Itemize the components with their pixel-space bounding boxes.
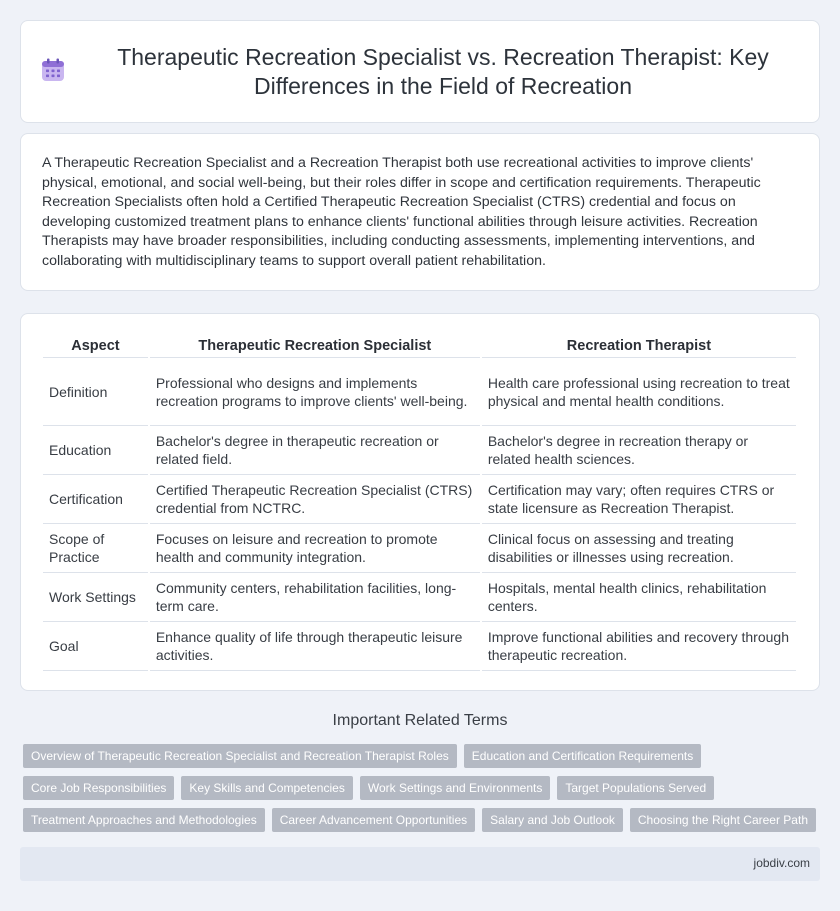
therapist-cell: Improve functional abilities and recovery through therapeutic recreation. [482,622,796,671]
table-row [43,475,796,524]
therapist-cell: Health care professional using recreation to treat physical and mental health conditions. [482,358,796,426]
tag-roles-overview[interactable]: Overview of Therapeutic Recreation Specialist and Recreation Therapist Roles [23,744,457,768]
tag-target-populations[interactable]: Target Populations Served [557,776,714,800]
tag-education-certification[interactable]: Education and Certification Requirements [464,744,701,768]
related-terms-title: Important Related Terms [332,712,508,729]
header-specialist: Therapeutic Recreation Specialist [150,335,480,358]
title-card [20,20,820,123]
header-aspect: Aspect [43,335,148,358]
aspect-cell: Education [43,426,148,475]
specialist-cell: Certified Therapeutic Recreation Specialist (CTRS) credential from NCTRC. [150,475,480,524]
specialist-cell: Enhance quality of life through therapeutic leisure activities. [150,622,480,671]
therapist-cell: Certification may vary; often requires CTRS or state licensure as Recreation Therapist. [482,475,796,524]
footer [20,847,820,881]
specialist-cell: Professional who designs and implements recreation programs to improve clients' well-being. [150,358,480,426]
specialist-cell: Bachelor's degree in therapeutic recreation or related field. [150,426,480,475]
comparison-table [41,335,798,671]
tag-row [23,776,823,800]
tag-career-path[interactable]: Choosing the Right Career Path [630,808,816,832]
aspect-cell: Goal [43,622,148,671]
tag-salary-outlook[interactable]: Salary and Job Outlook [482,808,623,832]
tag-career-advancement[interactable]: Career Advancement Opportunities [272,808,475,832]
therapist-cell: Clinical focus on assessing and treating disabilities or illnesses using recreation. [482,524,796,573]
tag-treatment-approaches[interactable]: Treatment Approaches and Methodologies [23,808,265,832]
footer-site-link[interactable]: jobdiv.com [753,856,810,870]
tag-row [23,744,823,768]
table-row [43,426,796,475]
comparison-card [20,313,820,691]
tag-row [23,808,823,832]
tag-core-responsibilities[interactable]: Core Job Responsibilities [23,776,174,800]
tag-work-settings[interactable]: Work Settings and Environments [360,776,551,800]
header-therapist: Recreation Therapist [482,335,796,358]
specialist-cell: Focuses on leisure and recreation to promote health and community integration. [150,524,480,573]
aspect-cell: Work Settings [43,573,148,622]
table-row [43,573,796,622]
table-row [43,622,796,671]
therapist-cell: Bachelor's degree in recreation therapy or related health sciences. [482,426,796,475]
calendar-icon [40,57,66,83]
intro-paragraph: A Therapeutic Recreation Specialist and a Recreation Therapist both use recreational activities to improve clients' physical, emotional, and social well-being, but their roles differ in scope and certification requirements. Therapeutic Recreation Specialists often hold a Certified Therapeutic Recreation Specialist (CTRS) credential and focus on developing customized treatment plans to enhance clients' functional abilities through leisure activities. Recreation Therapists may have broader responsibilities, including conducting assessments, implementing interventions, and collaborating with multidisciplinary teams to support overall patient rehabilitation. [42,155,761,269]
table-header-row [43,335,796,358]
tag-key-skills[interactable]: Key Skills and Competencies [181,776,352,800]
intro-card [20,133,820,291]
page-title: Therapeutic Recreation Specialist vs. Recreation Therapist: Key Differences in the Field of Recreation [117,43,769,99]
related-terms-tags [23,744,823,840]
table-row [43,358,796,426]
aspect-cell: Definition [43,358,148,426]
table-row [43,524,796,573]
title-wrap [40,43,800,101]
therapist-cell: Hospitals, mental health clinics, rehabilitation centers. [482,573,796,622]
specialist-cell: Community centers, rehabilitation facilities, long-term care. [150,573,480,622]
aspect-cell: Scope of Practice [43,524,148,573]
aspect-cell: Certification [43,475,148,524]
